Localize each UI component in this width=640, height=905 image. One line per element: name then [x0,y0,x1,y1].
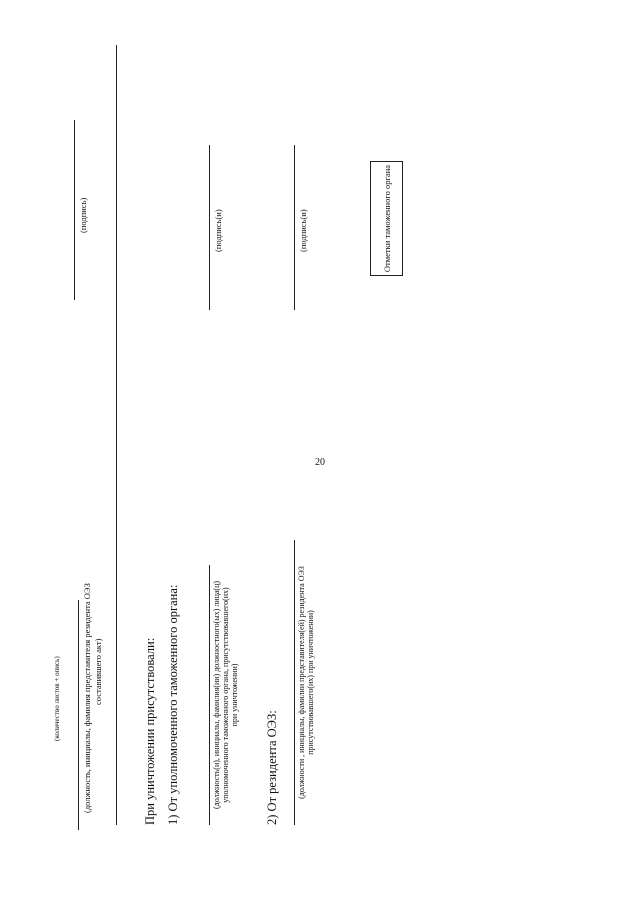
customs-caption-line-1: (должность(и), инициалы, фамилия(ии) должностного(ых) лица(ц) [212,580,221,810]
customs-marks-label: Отметки таможенного органа [381,164,392,273]
signer-caption-line-1: (должность, инициалы, фамилия представителя резидента ОЭЗ [82,583,92,813]
customs-signature-caption: (подпись(и) [213,209,223,252]
resident-heading: 2) От резидента ОЭЗ: [265,710,279,825]
resident-caption-line-1: (должности , инициалы, фамилии представителя(ей) резидента ОЭЗ [297,566,306,799]
signature-caption: (подпись) [78,197,88,233]
customs-marks-box [370,161,403,276]
resident-caption-line-2: присутствовавшего(их) при уничтожении) [306,610,315,755]
customs-signature-line [209,145,210,310]
customs-caption-line-2: уполномоченного таможенного органа, присутствовавшего(их) [221,587,230,803]
resident-representative-line [294,540,295,825]
signer-caption-line-2: составившего акт) [93,638,103,705]
resident-caption [297,540,315,825]
resident-signature-caption: (подпись(и) [298,209,308,252]
customs-officer-line [209,565,210,825]
customs-caption [212,565,239,825]
signature-line [74,120,75,300]
customs-heading: 1) От уполномоченного таможенного органа: [166,584,180,825]
resident-signature-line [294,145,295,310]
signer-line [78,600,79,830]
present-heading: При уничтожении присутствовали: [143,637,157,825]
page-number: 20 [315,457,325,468]
section-divider [116,45,117,825]
customs-caption-line-3: при уничтожении) [230,663,239,727]
sheet-count-note: (количество листов + опись) [53,656,61,741]
